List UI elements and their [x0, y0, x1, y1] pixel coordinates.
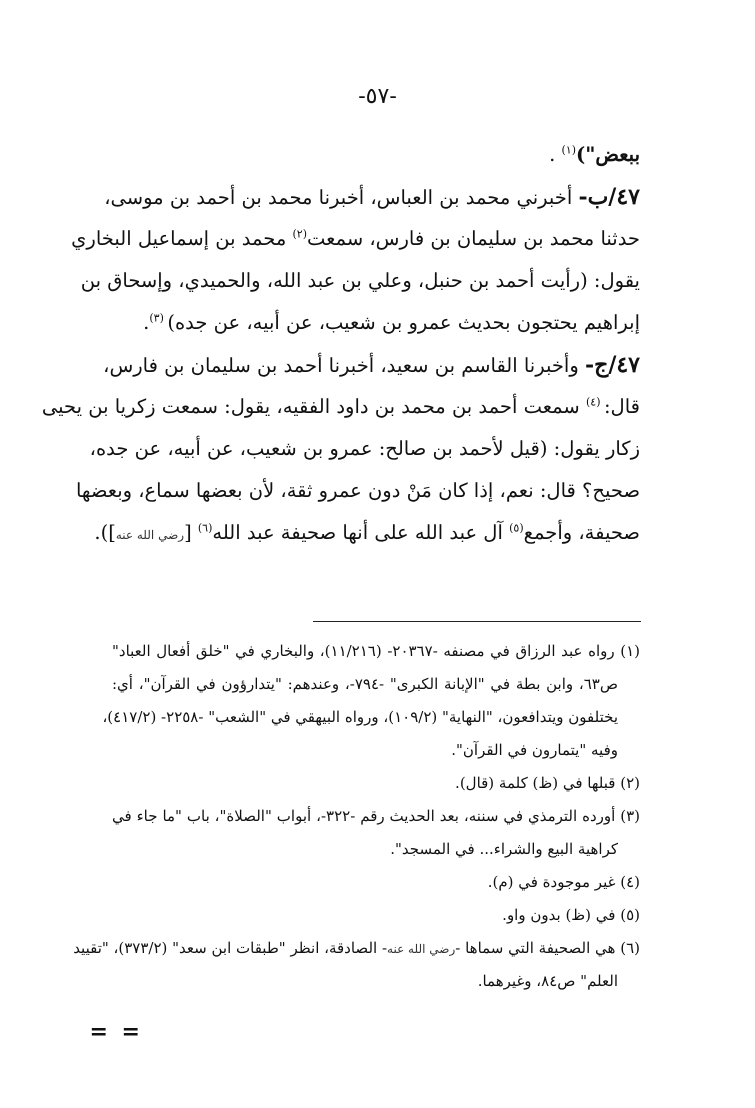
text-line-5 [112, 308, 640, 350]
text-segment: آل عبد الله على أنها صحيفة عبد الله [212, 521, 510, 544]
text-line-3 [71, 224, 640, 266]
hadith-number-47c: ٤٧/ج- [584, 352, 640, 378]
text-segment: أخبرني محمد بن العباس، أخبرنا محمد بن أحمد بن موسى، [104, 186, 573, 209]
footnote-6-line-2: العلم" ص٨٤، وغيرهما. [477, 972, 618, 990]
footnote-3-line-1: (٣) أورده الترمذي في سننه، بعد الحديث رقم -٣٢٢-، أبواب "الصلاة"، باب "ما جاء في [112, 807, 640, 825]
main-text [41, 140, 640, 560]
footnote-ref-4: (٤) [585, 395, 604, 409]
text-segment: إبراهيم يحتجون بحديث عمرو بن شعيب، عن أبيه، عن جده) [167, 311, 640, 334]
footnote-ref-6: (٦) [197, 521, 213, 535]
honorific-glyph: رضي الله عنه [115, 528, 185, 542]
text-line-4 [80, 266, 640, 308]
footnote-ref-5: (٥) [509, 521, 524, 535]
text-segment: يقول: (رأيت أحمد بن حنبل، وعلي بن عبد الله، والحميدي، وإسحاق بن [80, 269, 640, 292]
text-segment: زكار يقول: (قيل لأحمد بن صالح: عمرو بن شعيب، عن أبيه، عن جده، [89, 437, 640, 460]
footnote-1-line-3: يختلفون ويتدافعون، "النهاية" (١٠٩/٢)، ورواه البيهقي في "الشعب" -٢٢٥٨- (٤١٧/٢)، [102, 708, 618, 726]
footnote-ref-3: (٣) [149, 311, 168, 325]
footnotes [73, 640, 640, 1003]
page-number: -٥٧- [358, 84, 397, 109]
text-segment: قال: [603, 395, 640, 418]
footnote-ref-1: (١) [561, 143, 576, 157]
text-line-7 [41, 392, 640, 434]
continued-quote: ببعض") [576, 143, 640, 166]
text-segment: - الصادقة، انظر "طبقات ابن سعد" (٣٧٣/٢)، "تقييد [73, 939, 388, 957]
footnote-4: (٤) غير موجودة في (م). [487, 873, 640, 891]
honorific-glyph: رضي الله عنه [387, 942, 456, 956]
text-segment: صحيفة، وأجمع [523, 521, 640, 544]
footnote-6-line-1 [73, 937, 640, 970]
text-segment: محمد بن إسماعيل البخاري [71, 227, 293, 250]
text-line-10 [94, 518, 640, 560]
footnote-5: (٥) في (ظ) بدون واو. [502, 906, 640, 924]
text-segment: ]). [94, 521, 116, 544]
footnote-1-line-2: ص٦٣، وابن بطة في "الإبانة الكبرى" -٧٩٤-، وعندهم: "يتدارؤون في القرآن"، أي: [112, 675, 619, 693]
text-line-9 [75, 476, 640, 518]
footnote-ref-2: (٢) [292, 227, 308, 241]
text-segment: وأخبرنا القاسم بن سعيد، أخبرنا أحمد بن سليمان بن فارس، [103, 354, 579, 377]
text-segment: صحيح؟ قال: نعم، إذا كان مَنْ دون عمرو ثقة، لأن بعضها سماع، وبعضها [75, 479, 640, 502]
hadith-number-47b: ٤٧/ب- [578, 184, 640, 210]
text-line-8 [89, 434, 640, 476]
footnote-1-line-1: (١) رواه عبد الرزاق في مصنفه -٢٠٣٦٧- (١١/٢١٦)، والبخاري في "خلق أفعال العباد" [112, 642, 640, 660]
footnote-1-line-4: وفيه "يتمارون في القرآن". [451, 741, 618, 759]
text-segment: سمعت أحمد بن محمد بن داود الفقيه، يقول: سمعت زكريا بن يحيى [41, 395, 586, 418]
period: . [143, 311, 150, 334]
end-mark: = = [89, 1019, 143, 1045]
footnote-3-line-2: كراهية البيع والشراء... في المسجد". [390, 840, 618, 858]
text-segment: [ [184, 521, 198, 544]
text-line-6 [103, 350, 640, 392]
footnote-2: (٢) قبلها في (ظ) كلمة (قال). [455, 774, 640, 792]
text-line-2 [104, 182, 640, 224]
footnote-separator [313, 621, 641, 622]
text-segment: (٦) هي الصحيفة التي سماها - [455, 939, 640, 957]
text-line-1 [112, 140, 640, 182]
text-segment: حدثنا محمد بن سليمان بن فارس، سمعت [307, 227, 640, 250]
period: . [549, 143, 556, 166]
